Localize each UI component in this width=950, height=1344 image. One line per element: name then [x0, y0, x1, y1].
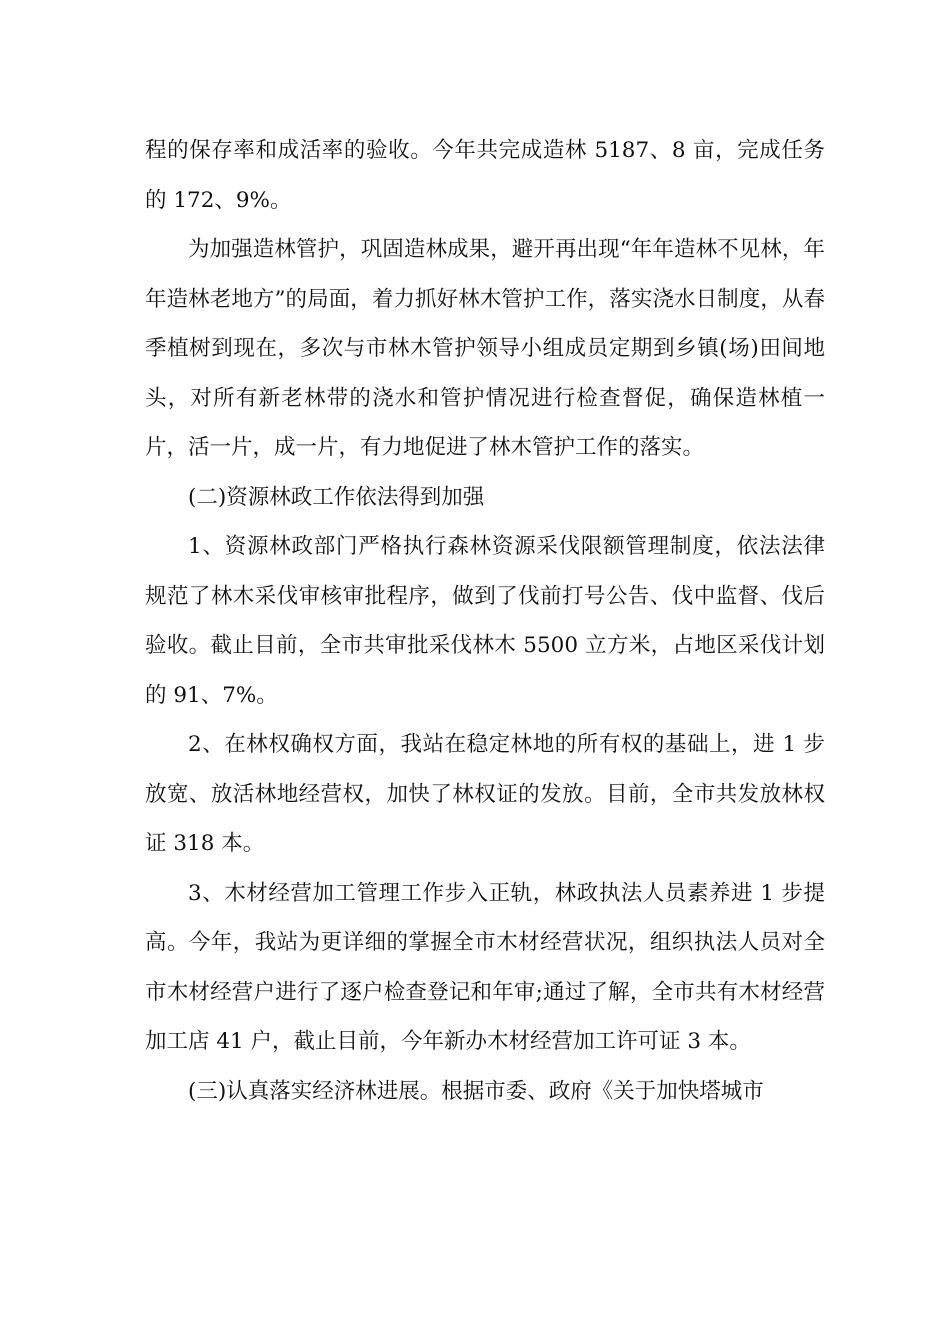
- section-heading-2: (二)资源林政工作依法得到加强: [188, 484, 485, 510]
- paragraph-item-2: 2、在林权确权方面，我站在稳定林地的所有权的基础上，进 1 步放宽、放活林地经营权，加快了林权证的发放。目前，全市共发放林权证 318 本。: [145, 732, 825, 856]
- paragraph-item-1: 1、资源林政部门严格执行森林资源采伐限额管理制度，依法法律规范了林木采伐审核审批程序，做到了伐前打号公告、伐中监督、伐后验收。截止目前，全市共审批采伐林木 5500 立方米，占地区采伐计划的 91、7%。: [145, 534, 825, 708]
- document-body: [145, 126, 825, 1116]
- section-heading-3: (三)认真落实经济林进展。根据市委、政府《关于加快塔城市: [188, 1078, 764, 1104]
- paragraph-1: 程的保存率和成活率的验收。今年共完成造林 5187、8 亩，完成任务的 172、9%。: [145, 138, 825, 213]
- paragraph-item-3: 3、木材经营加工管理工作步入正轨，林政执法人员素养进 1 步提高。今年，我站为更详细的掌握全市木材经营状况，组织执法人员对全市木材经营户进行了逐户检查登记和年审;通过了解，全市共有木材经营加工店 41 户，截止目前，今年新办木材经营加工许可证 3 本。: [145, 880, 825, 1054]
- paragraph-2: 为加强造林管护，巩固造林成果，避开再出现“年年造林不见林，年年造林老地方”的局面，着力抓好林木管护工作，落实浇水日制度，从春季植树到现在，多次与市林木管护领导小组成员定期到乡镇(场)田间地头，对所有新老林带的浇水和管护情况进行检查督促，确保造林植一片，活一片，成一片，有力地促进了林木管护工作的落实。: [145, 237, 825, 460]
